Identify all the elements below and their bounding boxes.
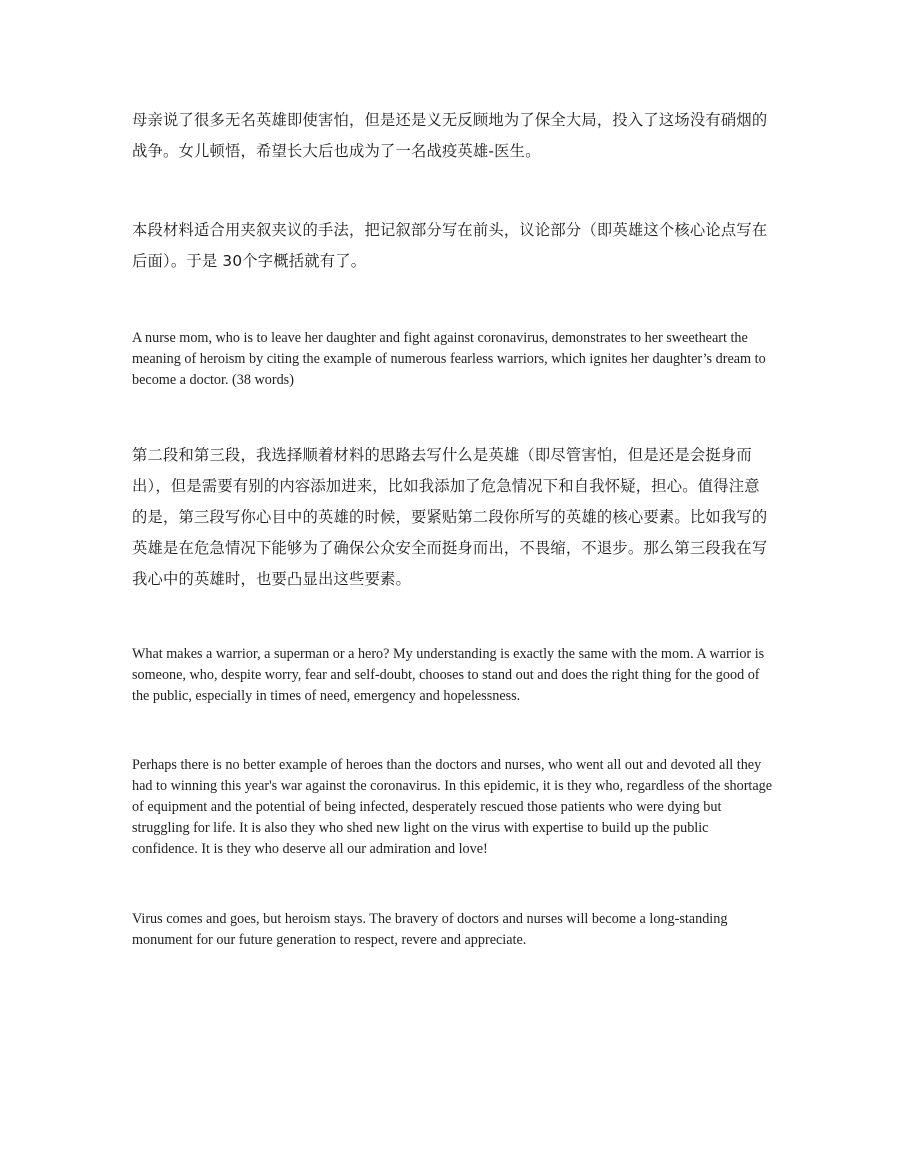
paragraph-en-summary: A nurse mom, who is to leave her daughter and fight against coronavirus, demonstrates to her sweetheart the meaning of heroism by citing the example of numerous fearless warriors, which ignites her daughter’s dream to become a doctor. (38 words)	[132, 330, 766, 388]
paragraph-en-example: Perhaps there is no better example of heroes than the doctors and nurses, who went all out and devoted all they had to winning this year's war against the coronavirus. In this epidemic, it is they who, regardless of the shortage of equipment and the potential of being infected, desperately rescued those patients who were dying but struggling for life. It is also they who shed new light on the virus with expertise to build up the public confidence. It is they who deserve all our admiration and love!	[132, 757, 773, 857]
paragraph-zh-summary: 母亲说了很多无名英雄即使害怕，但是还是义无反顾地为了保全大局，投入了这场没有硝烟的战争。女儿顿悟，希望长大后也成为了一名战疫英雄-医生。	[132, 111, 768, 160]
paragraph-zh-method: 本段材料适合用夹叙夹议的手法，把记叙部分写在前头，议论部分（即英雄这个核心论点写在后面）。于是 30个字概括就有了。	[132, 221, 768, 270]
paragraph-en-definition: What makes a warrior, a superman or a hero? My understanding is exactly the same with the mom. A warrior is someone, who, despite worry, fear and self-doubt, chooses to stand out and does the right thing for the good of the public, especially in times of need, emergency and hopelessness.	[132, 646, 765, 704]
paragraph-zh-analysis: 第二段和第三段，我选择顺着材料的思路去写什么是英雄（即尽管害怕，但是还是会挺身而出），但是需要有别的内容添加进来，比如我添加了危急情况下和自我怀疑，担心。值得注意的是，第三段写你心目中的英雄的时候，要紧贴第二段你所写的英雄的核心要素。比如我写的英雄是在危急情况下能够为了确保公众安全而挺身而出，不畏缩，不退步。那么第三段我在写我心中的英雄时，也要凸显出这些要素。	[132, 446, 768, 588]
paragraph-en-conclusion: Virus comes and goes, but heroism stays. The bravery of doctors and nurses will become a long-standing monument for our future generation to respect, revere and appreciate.	[132, 911, 728, 948]
